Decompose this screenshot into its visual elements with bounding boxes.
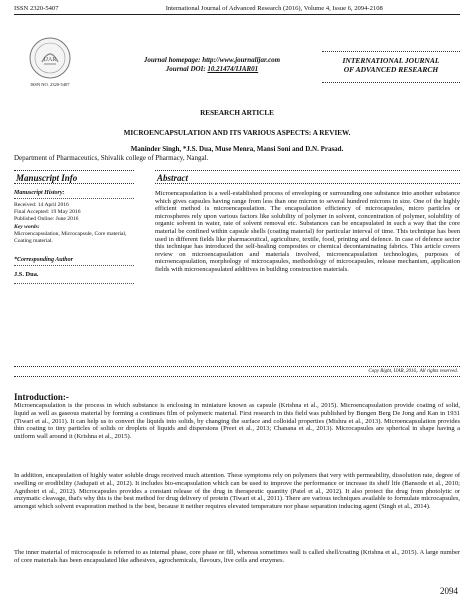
intro-paragraph-1: Microencapsulation is the process in which substance is enclosing in miniature known as capsule (Krishna et al., 2015). Microencapsulation provide coating of solid, liquid as well as gaseous material by forming a continues film of polymeric material. First research in this field was published by Bungen Berg De Jong and Kan in 1931 (Tiwari et al., 2011). It can help us to convert the liquids into solids, by changing the surface and colloidal properties (Mishra et al., 2013). Microencapsulation provides thin coating to tiny particles of solids or droplets of liquids and dispersions (Preet et al., 2013; Chanana et al., 2013). Microcapsules are spherical in shape having a uniform wall around it (Krishna et al., 2015). <box>14 402 460 441</box>
journal-logo <box>28 36 72 96</box>
svg-text:IJAR: IJAR <box>43 57 57 63</box>
issn-text: ISSN 2320-5407 <box>14 5 59 12</box>
affiliation: Department of Pharmaceutics, Shivalik college of Pharmacy, Nangal. <box>14 154 209 162</box>
journal-links <box>132 56 292 74</box>
intro-paragraph-3: The inner material of microcapsule is referred to as internal phase, core phase or fill, whereas sometimes wall is called shell/coating (Krishna et al., 2015). A large number of core materials has been encapsulated like adhesives, agrochemicals, flavours, live cells and enzymes. <box>14 549 460 564</box>
accepted-date: Final Accepted: 19 May 2016 <box>14 209 81 215</box>
journal-name-box <box>322 51 460 83</box>
intro-paragraph-2: In addition, encapsulation of highly water soluble drugs received much attention. These symptoms rely on polymers that very with permeability, dissolution rate, degree of swelling or erodibility (Jadupati et al., 2012). It includes bio-encapsulation which can be used to improve the performance or increase its shelf life (Bansode et al., 2010; Agnihotri et al., 2012). Microcapsules provides a constant release of the drug in therapeutic quantity (Patel et al., 2012). It also protect the drug from photolytic or enzymatic cleavage, that's why this is the best method for drug delivery of protein (Tiwari et al., 2011). There are various techniques available to formulate microcapsules, amongst which solvent evaporation method is the best, because it neither requires elevated temperature nor phase separation inducing agent (Singh et al., 2014). <box>14 472 460 511</box>
abstract-heading: Abstract <box>155 170 460 184</box>
history-heading: Manuscript History: <box>14 190 65 196</box>
corresponding-author-heading: *Corresponding Author <box>14 257 73 263</box>
abstract-text: Microencapsulation is a well-established process of enveloping or surrounding one substance into another substance which gives capsules having range from less than one micron to several hundred microns in size. One of the highly efficient method is microencapsulation. The encapsulation efficiency of microcapsules, micro particles or microspheres rely upon various factors like solubility of polymer in solvent, concentration of polymer, solubility of organic solvent in water, rate of solvent removal etc. Substances can be encapsulated in such a way that the core material be confined within capsule shells (coating material) for particular interval of time. This technique has been used in different fields like pharmaceutical, agriculture, textile, food, printing and defence. In case of defence sector this technique has introduced the self-healing composites or chemical decontaminating fabrics. This article covers review on microencapsulation and materials involved, microencapsulation technologies, purposes of microencapsulation, morphology of microcapsules, methodology of microcapsules, release mechanism, application fields with microencapsulated additives in building construction materials. <box>155 190 460 273</box>
copyright-rule-top <box>14 366 460 367</box>
journal-doi <box>132 65 292 74</box>
masthead <box>14 36 460 104</box>
journal-name-line1: INTERNATIONAL JOURNAL <box>342 56 440 65</box>
ijar-seal-icon <box>28 36 72 80</box>
manuscript-info-panel <box>14 190 134 284</box>
received-date: Received: 14 April 2016 <box>14 202 69 208</box>
running-head <box>14 5 460 12</box>
copyright-rule-bottom <box>14 376 460 377</box>
keywords-heading: Key words: <box>14 224 40 230</box>
article-type: RESEARCH ARTICLE <box>200 109 274 117</box>
doi-label: Journal DOI: <box>165 65 206 73</box>
article-title: MICROENCAPSULATION AND ITS VARIOUS ASPECTS: A REVIEW. <box>123 129 351 137</box>
copyright-notice: Copy Right, IJAR, 2016,. All rights reserved. <box>368 369 458 374</box>
page-number: 2094 <box>440 586 458 596</box>
corresponding-author-name: J.S. Dua. <box>14 271 39 278</box>
manuscript-info-heading: Manuscript Info <box>14 170 134 184</box>
history-separator <box>14 198 134 199</box>
info-end-separator <box>14 283 134 284</box>
keywords-list: Microencapsulation, Microcapsule, Core material, Coating material. <box>14 231 127 244</box>
journal-homepage-link[interactable]: Journal homepage: http://www.journalijar.com <box>143 56 281 64</box>
introduction-heading: Introduction:- <box>14 392 69 402</box>
journal-reference: International Journal of Advanced Research (2016), Volume 4, Issue 6, 2094-2108 <box>165 5 383 12</box>
journal-name-line2: OF ADVANCED RESEARCH <box>343 65 439 74</box>
corresponding-separator <box>14 265 134 266</box>
author-list: Maninder Singh, *J.S. Dua, Muse Menra, Mansi Soni and D.N. Prasad. <box>130 145 344 153</box>
doi-link[interactable]: 10.21474/IJAR01 <box>207 65 259 73</box>
logo-issn: ISSN NO. 2320-5407 <box>30 82 70 87</box>
header-rule <box>14 14 460 15</box>
history-dates <box>14 202 134 223</box>
published-date: Published Online: June 2016 <box>14 216 79 222</box>
